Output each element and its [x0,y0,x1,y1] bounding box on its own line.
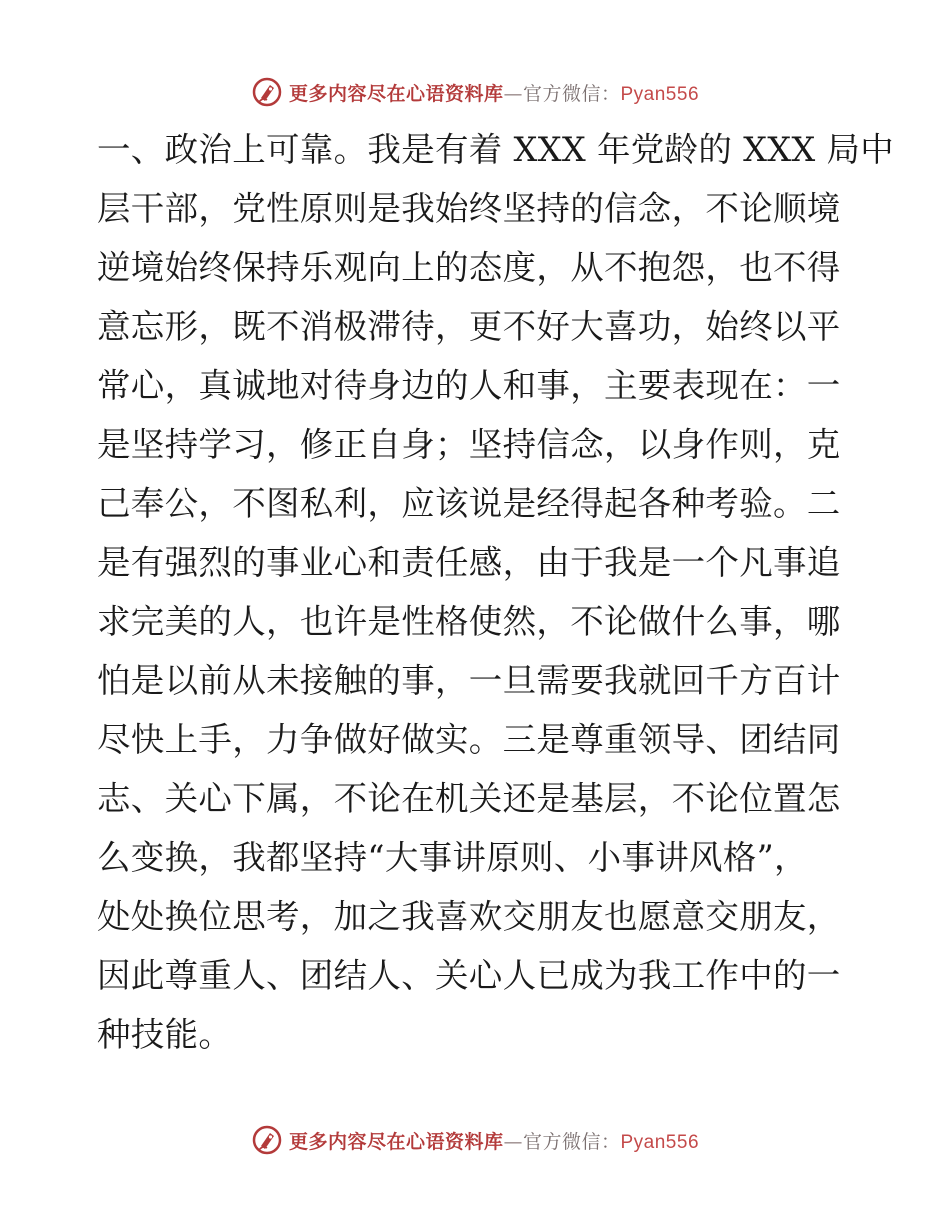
body-line: 因此尊重人、团结人、关心人已成为我工作中的一 [97,956,841,995]
body-line: 怕是以前从未接触的事，一旦需要我就回千方百计 [97,661,841,700]
header-label: 官方微信： [522,82,621,105]
body-line: 一、政治上可靠。我是有着 XXX 年党龄的 XXX 局中 [97,130,895,169]
footer-dash: — [503,1130,523,1153]
header-banner [0,72,950,112]
header-wechat-id: Pyan556 [620,83,700,105]
body-line: 层干部，党性原则是我始终坚持的信念，不论顺境 [97,189,841,228]
header-text [289,79,699,106]
footer-text [289,1127,699,1154]
header-dash: — [503,82,523,105]
body-line: 意忘形，既不消极滞待，更不好大喜功，始终以平 [97,307,841,346]
document-body [97,120,895,1064]
pen-nib-seal-icon [251,76,283,108]
body-line: 己奉公，不图私利，应该说是经得起各种考验。二 [97,484,841,523]
body-line: 常心，真诚地对待身边的人和事，主要表现在：一 [97,366,841,405]
body-line: 是坚持学习，修正自身；坚持信念，以身作则，克 [97,425,841,464]
header-brand: 更多内容尽在心语资料库 [288,82,504,105]
footer-wechat-id: Pyan556 [620,1131,700,1153]
body-line: 逆境始终保持乐观向上的态度，从不抱怨，也不得 [97,248,841,287]
body-line: 种技能。 [97,1015,233,1054]
body-line: 么变换，我都坚持“大事讲原则、小事讲风格”， [97,838,808,877]
body-line: 志、关心下属，不论在机关还是基层，不论位置怎 [97,779,841,818]
body-line: 处处换位思考，加之我喜欢交朋友也愿意交朋友， [97,897,841,936]
body-line: 是有强烈的事业心和责任感，由于我是一个凡事追 [97,543,841,582]
footer-banner [0,1120,950,1160]
footer-label: 官方微信： [522,1130,621,1153]
body-line: 求完美的人，也许是性格使然，不论做什么事，哪 [97,602,841,641]
pen-nib-seal-icon [251,1124,283,1156]
footer-brand: 更多内容尽在心语资料库 [288,1130,504,1153]
body-line: 尽快上手，力争做好做实。三是尊重领导、团结同 [97,720,841,759]
